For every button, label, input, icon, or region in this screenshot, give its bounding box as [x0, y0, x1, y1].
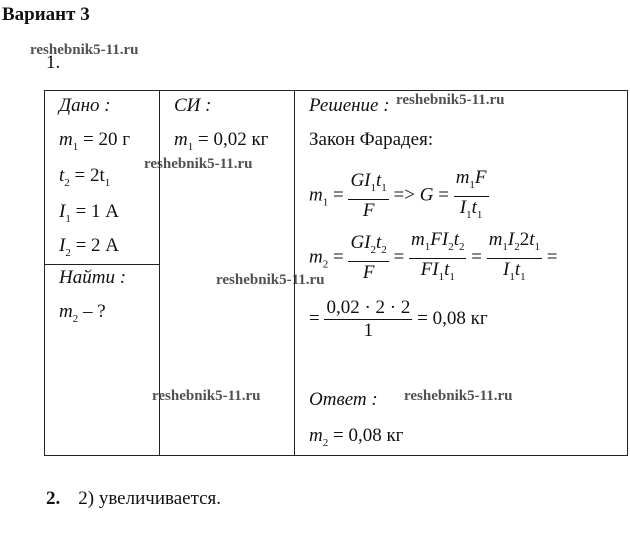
given-t2: $t_2 = 2t_1$ — [59, 165, 111, 189]
solution-table — [44, 90, 628, 456]
answer-header: Ответ : — [309, 389, 378, 410]
given-header: Дано : — [59, 95, 111, 116]
si-header: СИ : — [174, 95, 212, 116]
given-m1: $m_1 = 20$ г — [59, 129, 130, 153]
formula-1: $m_1$ = $\frac{GI_1t_1}{F}$ => G = $\frac{m_1F}{I_1t_1}$ — [309, 167, 487, 222]
given-i1: $I_1 = 1$ А — [59, 201, 120, 225]
watermark: reshebnik5-11.ru — [30, 42, 139, 58]
faraday-law: Закон Фарадея: — [309, 129, 434, 150]
find-header: Найти : — [59, 267, 127, 288]
solution-header: Решение : — [309, 95, 390, 116]
answer-value: $m_2 = 0,08$ кг — [309, 425, 404, 449]
formula-3: = $\frac{0,02 \cdot 2 \cdot 2}{1}$ = 0,08 кг — [309, 297, 488, 341]
variant-title: Вариант 3 — [2, 4, 90, 25]
find-m2: $m_2$ – ? — [59, 301, 106, 325]
watermark: reshebnik5-11.ru — [144, 156, 253, 172]
find-cell — [45, 265, 160, 456]
watermark: reshebnik5-11.ru — [152, 388, 261, 404]
given-i2: $I_2 = 2$ А — [59, 235, 120, 259]
watermark: reshebnik5-11.ru — [396, 92, 505, 108]
question-2-answer: 2. 2) увеличивается. — [46, 488, 222, 509]
given-cell — [45, 91, 160, 265]
watermark: reshebnik5-11.ru — [216, 272, 325, 288]
question-number: 1. — [46, 52, 61, 73]
watermark: reshebnik5-11.ru — [404, 388, 513, 404]
formula-2: $m_2$ = $\frac{GI_2t_2}{F}$ = $\frac{m_1FI_2t_2}{FI_1t_1}$ = $\frac{m_1I_22t_1}{I_1t_1}$ = — [309, 229, 558, 284]
si-m1: $m_1 = 0,02$ кг — [174, 129, 269, 153]
